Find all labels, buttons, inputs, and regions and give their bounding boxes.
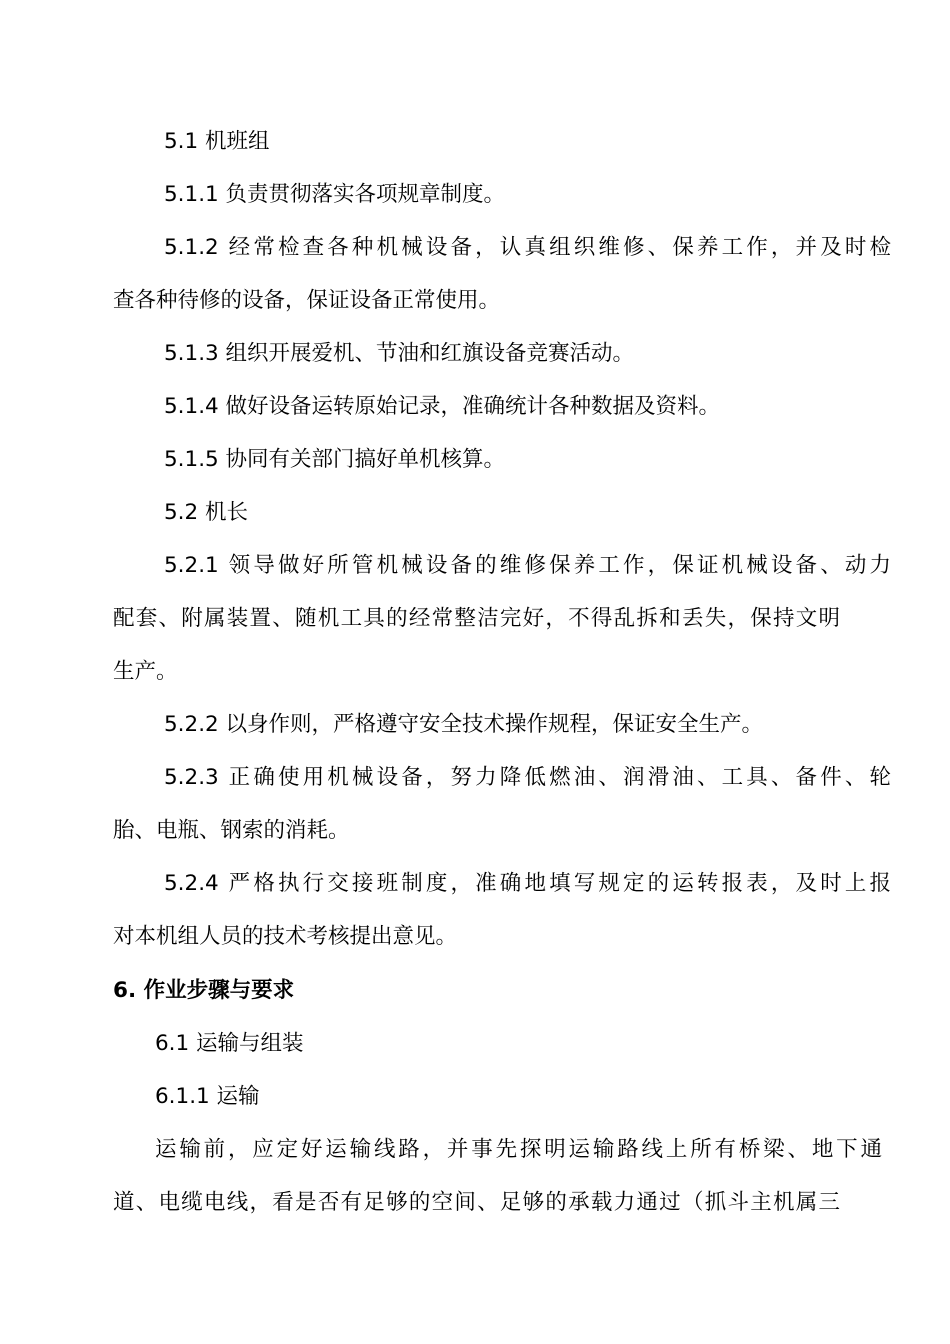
chapter-heading: 6. 作业步骤与要求	[113, 978, 295, 1003]
paragraph-line: 5.2.4 严格执行交接班制度，准确地填写规定的运转报表，及时上报	[164, 871, 891, 896]
paragraph-line: 5.1.5 协同有关部门搞好单机核算。	[164, 447, 506, 472]
paragraph-line: 5.2.2 以身作则，严格遵守安全技术操作规程，保证安全生产。	[164, 712, 764, 737]
paragraph-line: 胎、电瓶、钢索的消耗。	[113, 818, 350, 843]
paragraph-line: 5.1.2 经常检查各种机械设备，认真组织维修、保养工作，并及时检	[164, 235, 891, 260]
paragraph-line: 5.2.3 正确使用机械设备，努力降低燃油、润滑油、工具、备件、轮	[164, 765, 891, 790]
subsection-heading: 6.1.1 运输	[155, 1084, 260, 1109]
paragraph-line: 查各种待修的设备，保证设备正常使用。	[113, 288, 501, 313]
section-heading: 5.2 机长	[164, 500, 249, 525]
paragraph-line: 5.1.3 组织开展爱机、节油和红旗设备竞赛活动。	[164, 341, 635, 366]
paragraph-line: 5.1.4 做好设备运转原始记录，准确统计各种数据及资料。	[164, 394, 721, 419]
paragraph-line: 配套、附属装置、随机工具的经常整洁完好，不得乱拆和丢失，保持文明	[113, 606, 840, 631]
paragraph-line: 5.2.1 领导做好所管机械设备的维修保养工作，保证机械设备、动力	[164, 553, 891, 578]
paragraph-line: 运输前，应定好运输线路，并事先探明运输路线上所有桥梁、地下通	[155, 1137, 882, 1162]
section-heading: 5.1 机班组	[164, 129, 270, 154]
section-heading: 6.1 运输与组装	[155, 1031, 304, 1056]
paragraph-line: 5.1.1 负责贯彻落实各项规章制度。	[164, 182, 506, 207]
paragraph-line: 生产。	[113, 659, 178, 684]
paragraph-line: 对本机组人员的技术考核提出意见。	[113, 924, 458, 949]
paragraph-line: 道、电缆电线，看是否有足够的空间、足够的承载力通过（抓斗主机属三	[113, 1190, 840, 1215]
